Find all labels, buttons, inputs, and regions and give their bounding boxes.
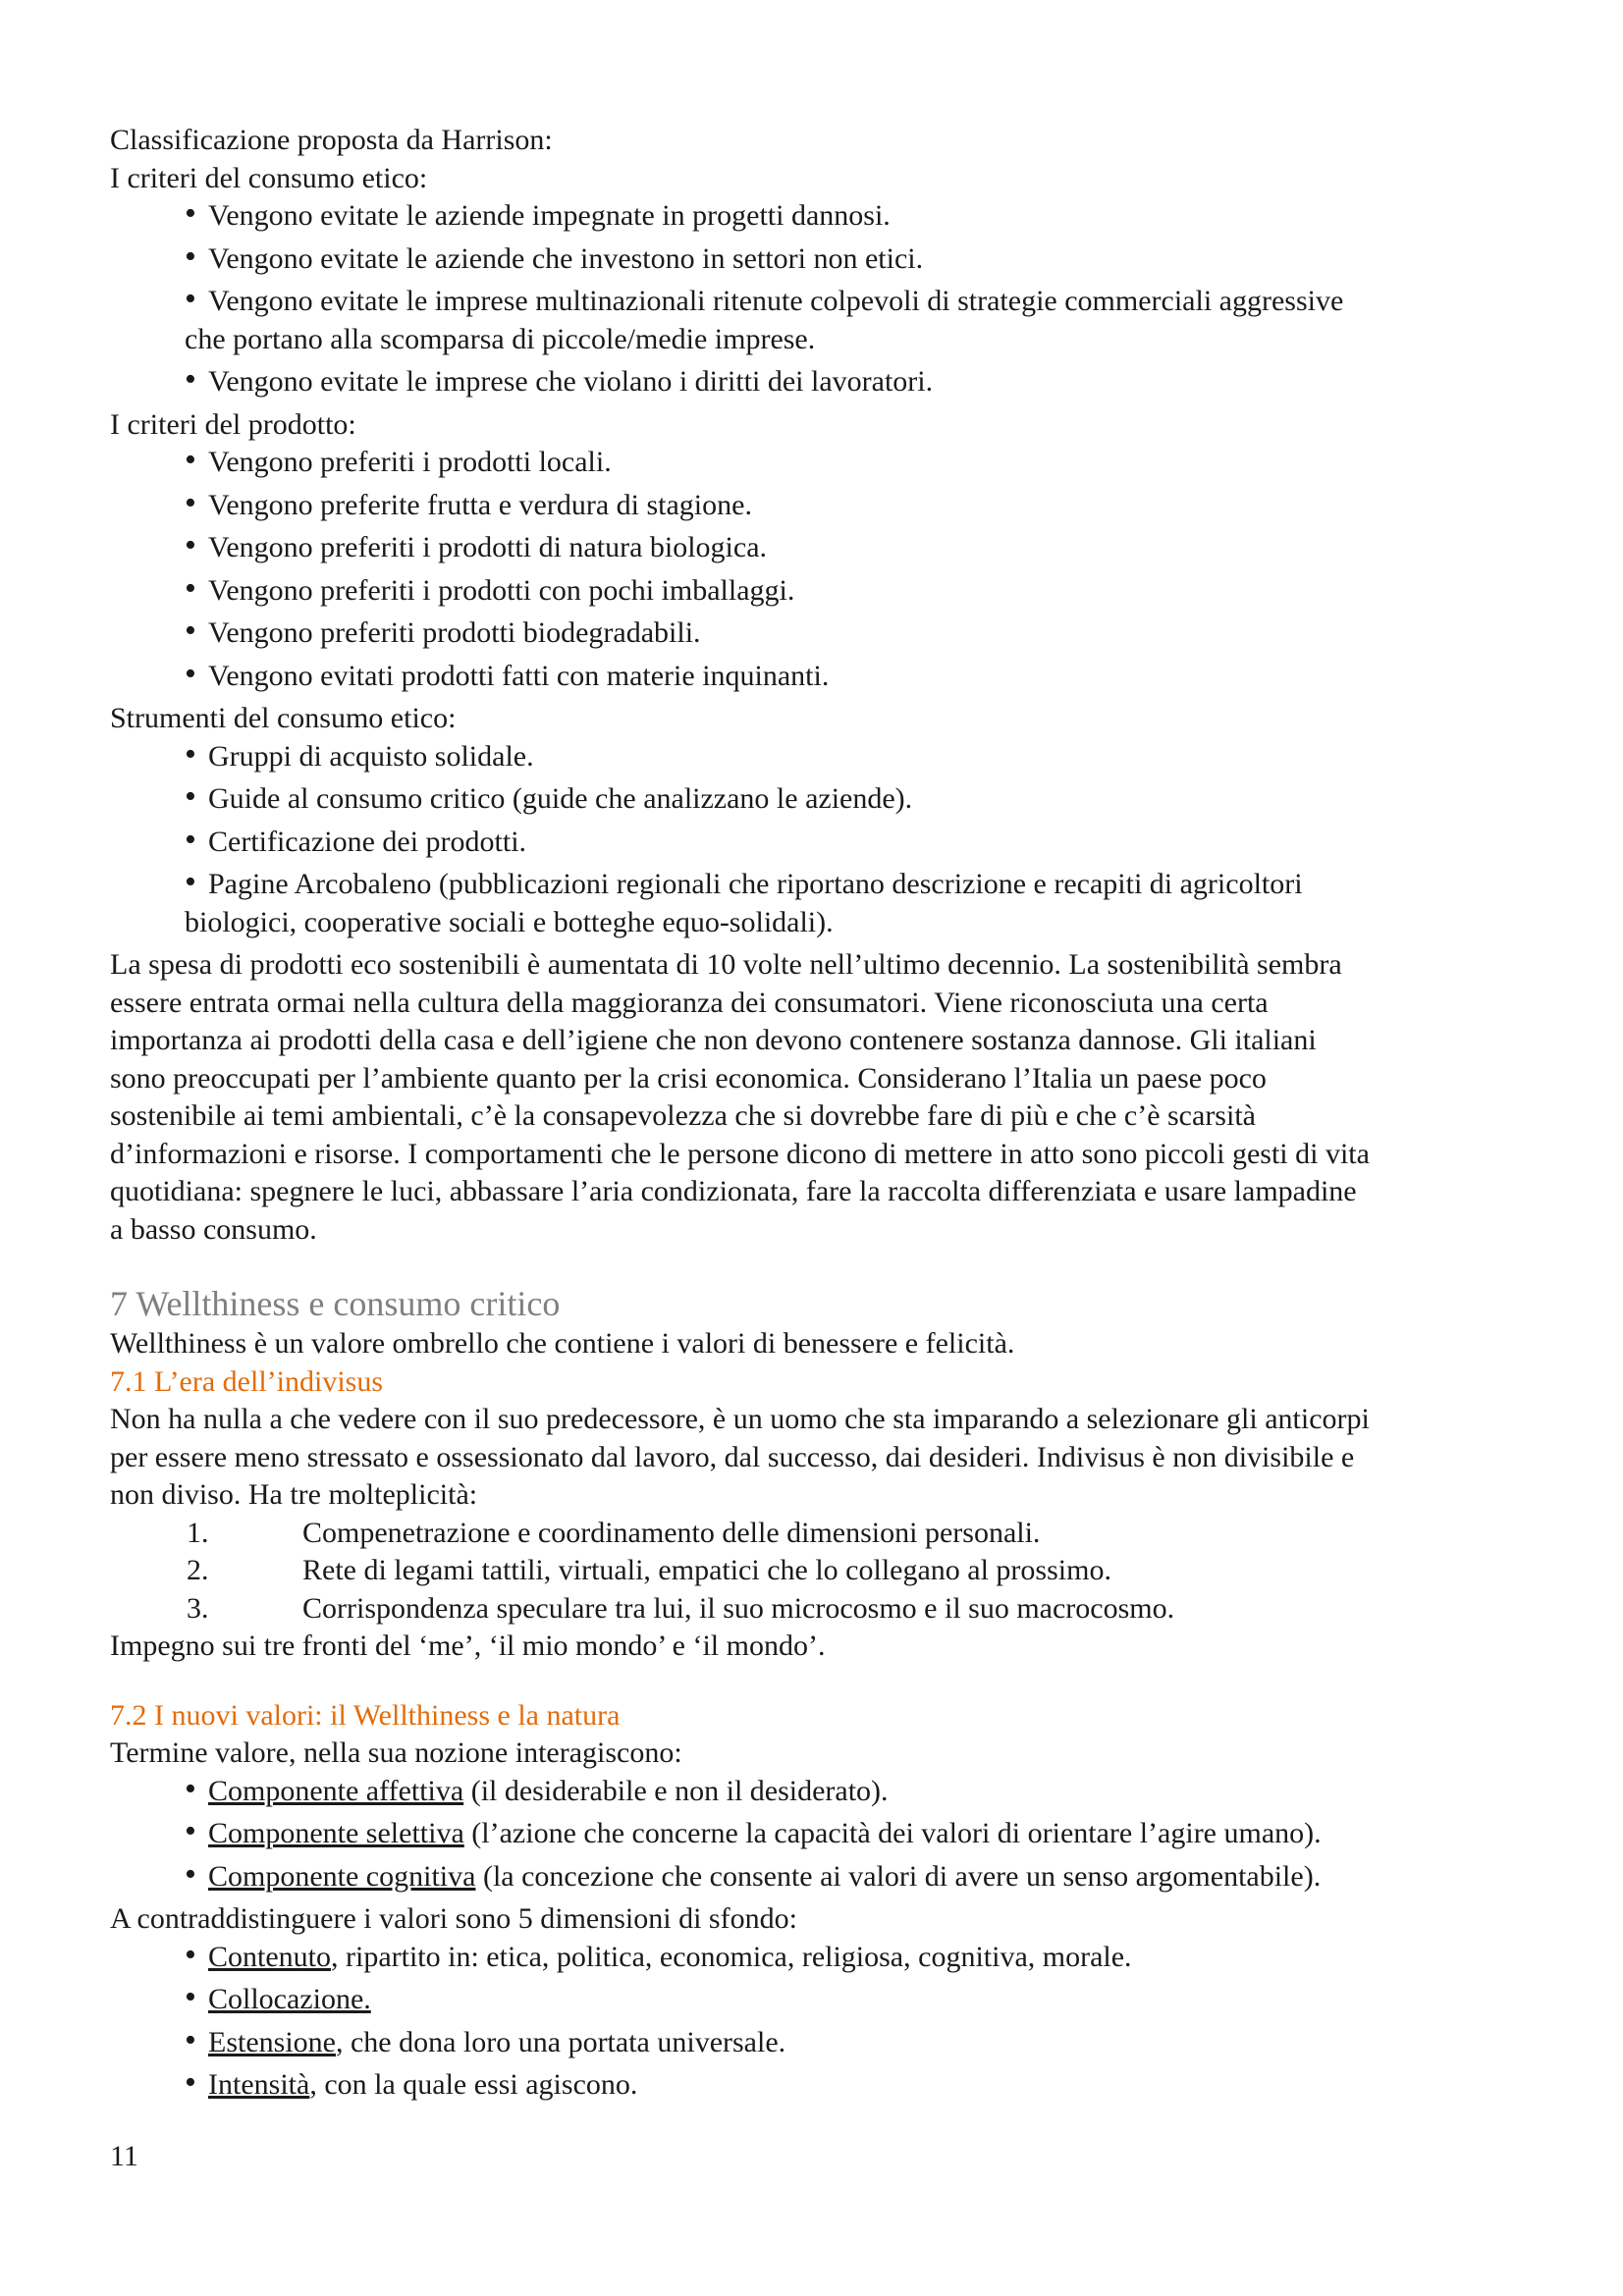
list-item: • Vengono evitate le aziende impegnate in progetti dannosi. (110, 197, 1524, 236)
list-item: • Componente selettiva (l’azione che concerne la capacità dei valori di orientare l’agire umano). (110, 1815, 1524, 1853)
prodotto-heading: I criteri del prodotto: (110, 407, 356, 441)
strumenti-list (110, 738, 1524, 942)
list-item: • Intensità, con la quale essi agiscono. (110, 2066, 1524, 2105)
section-7-1-title: 7.1 L’era dell’indivisus (110, 1364, 384, 1398)
list-item: • Vengono evitate le imprese multinazionali ritenute colpevoli di strategie commerciali aggressive che portano alla scomparsa di piccole/medie imprese. (110, 283, 1524, 358)
intro-line: Classificazione proposta da Harrison: (110, 124, 553, 156)
list-item: • Vengono preferiti prodotti biodegradabili. (110, 614, 1524, 653)
consumo-heading: I criteri del consumo etico: (110, 161, 428, 194)
list-item: • Vengono preferiti i prodotti con pochi imballaggi. (110, 572, 1524, 611)
list-item: • Certificazione dei prodotti. (110, 824, 1524, 862)
page-number: 11 (110, 2140, 138, 2172)
componenti-list (110, 1773, 1524, 1896)
section-7-2-title: 7.2 I nuovi valori: il Wellthiness e la natura (110, 1698, 621, 1732)
paragraph-sostenibilita: La spesa di prodotti eco sostenibili è aumentata di 10 volte nell’ultimo decennio. La sostenibilità sembra essere entrata ormai nella cultura della maggioranza dei consumatori. Viene riconosciuta una certa importanza ai prodotti della casa e dell’igiene che non devono contenere sostanza dannose. Gli italiani sono preoccupati per l’ambiente quanto per la crisi economica. Considerano l’Italia un paese poco sostenibile ai temi ambientali, c’è la consapevolezza che si dovrebbe fare di più e che c’è scarsità d’informazioni e risorse. I comportamenti che le persone dicono di mettere in atto sono piccoli gesti di vita quotidiana: spegnere le luci, abbassare l’aria condizionata, fare la raccolta differenziata e usare lampadine a basso consumo. (110, 948, 1370, 1246)
list-item: • Vengono evitati prodotti fatti con materie inquinanti. (110, 658, 1524, 696)
dimensioni-list (110, 1939, 1524, 2105)
impegno-line: Impegno sui tre fronti del ‘me’, ‘il mio mondo’ e ‘il mondo’. (110, 1629, 826, 1662)
list-item: • Estensione, che dona loro una portata universale. (110, 2024, 1524, 2062)
list-item: • Pagine Arcobaleno (pubblicazioni regionali che riportano descrizione e recapiti di agricoltori biologici, cooperative sociali e botteghe equo-solidali). (110, 866, 1524, 941)
dimensioni-intro: A contraddistinguere i valori sono 5 dimensioni di sfondo: (110, 1902, 797, 1935)
list-item: • Componente cognitiva (la concezione che consente ai valori di avere un senso argomentabile). (110, 1858, 1524, 1896)
list-item: 2. Rete di legami tattili, virtuali, empatici che lo collegano al prossimo. (187, 1554, 1111, 1586)
list-item: 3. Corrispondenza speculare tra lui, il suo microcosmo e il suo macrocosmo. (187, 1591, 1175, 1625)
list-item: • Vengono preferiti i prodotti locali. (110, 444, 1524, 482)
list-item: • Vengono preferite frutta e verdura di stagione. (110, 487, 1524, 525)
list-item: • Componente affettiva (il desiderabile e non il desiderato). (110, 1773, 1524, 1811)
strumenti-heading: Strumenti del consumo etico: (110, 702, 457, 734)
list-item: • Guide al consumo critico (guide che analizzano le aziende). (110, 780, 1524, 819)
list-item: • Vengono evitate le aziende che investono in settori non etici. (110, 240, 1524, 279)
list-item: • Vengono preferiti i prodotti di natura biologica. (110, 529, 1524, 567)
list-item: • Vengono evitate le imprese che violano i diritti dei lavoratori. (110, 363, 1524, 401)
prodotto-list (110, 444, 1524, 695)
section-7-title: 7 Wellthiness e consumo critico (110, 1284, 561, 1323)
document-page (110, 122, 1524, 2109)
list-item: 1. Compenetrazione e coordinamento delle dimensioni personali. (187, 1516, 1041, 1549)
list-item: • Contenuto, ripartito in: etica, politica, economica, religiosa, cognitiva, morale. (110, 1939, 1524, 1977)
section-7-intro: Wellthiness è un valore ombrello che contiene i valori di benessere e felicità. (110, 1327, 1015, 1360)
molteplicita-list (110, 1515, 1524, 1629)
list-item: • Gruppi di acquisto solidale. (110, 738, 1524, 776)
section-7-1-text: Non ha nulla a che vedere con il suo predecessore, è un uomo che sta imparando a selezionare gli anticorpi per essere meno stressato e ossessionato dal lavoro, dal successo, dai desideri. Indivisus è non divisibile e non diviso. Ha tre molteplicità: (110, 1403, 1370, 1511)
list-item: • Collocazione. (110, 1981, 1524, 2019)
consumo-etico-list (110, 197, 1524, 401)
section-7-2-intro: Termine valore, nella sua nozione interagiscono: (110, 1736, 682, 1769)
